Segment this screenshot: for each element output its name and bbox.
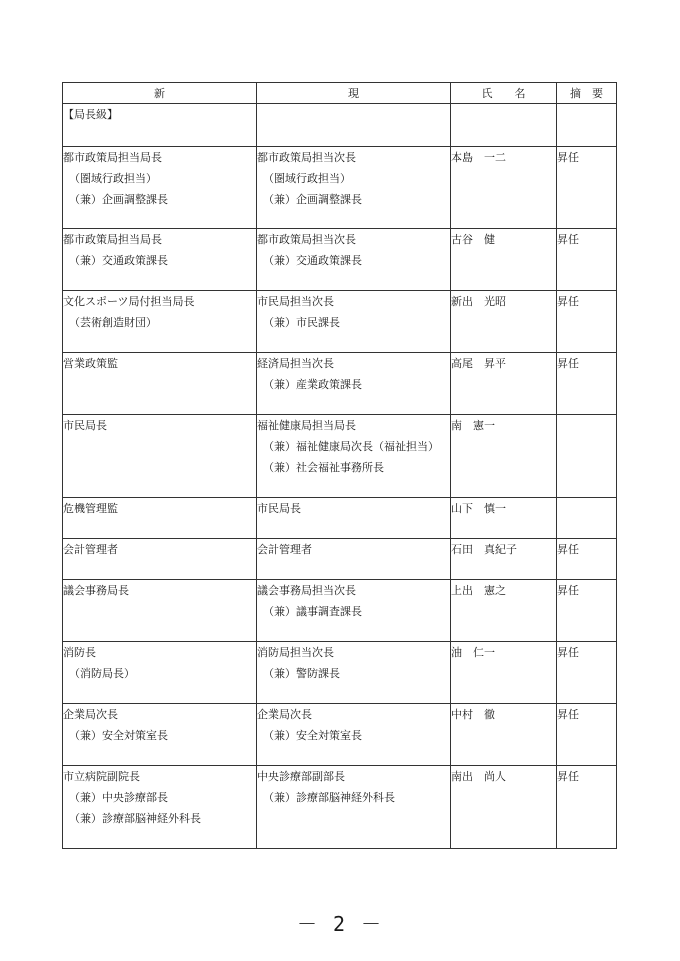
table-row: [63, 704, 617, 766]
current-position-line: 市民局担当次長: [257, 295, 334, 308]
new-position-line: 営業政策監: [63, 357, 118, 370]
new-position-line: （兼）診療部脳神経外科長: [69, 812, 201, 825]
person-name: 本島 一二: [451, 151, 506, 164]
current-position-line: 市民局長: [257, 502, 301, 515]
person-name: 油 仁一: [451, 646, 495, 659]
current-position-line: 会計管理者: [257, 543, 312, 556]
new-position: [63, 229, 257, 291]
new-position-line: 会計管理者: [63, 543, 118, 556]
new-position-line: 危機管理監: [63, 502, 118, 515]
section-label: 【局長級】: [63, 108, 118, 121]
summary-note: 昇任: [557, 151, 579, 164]
new-position: [63, 291, 257, 353]
table-row: [63, 766, 617, 849]
person-name: 南出 尚人: [451, 770, 506, 783]
page-number: － 2 －: [296, 912, 384, 936]
new-position: [63, 766, 257, 849]
new-position: [63, 539, 257, 580]
person-name: 中村 徹: [451, 708, 495, 721]
new-position-line: （芸術創造財団）: [69, 316, 157, 329]
person-name: 高尾 昇平: [451, 357, 506, 370]
table-row: [63, 539, 617, 580]
current-position-line: （兼）議事調査課長: [263, 605, 362, 618]
new-position-line: （兼）交通政策課長: [69, 254, 168, 267]
current-position-line: 経済局担当次長: [257, 357, 334, 370]
header-row: [63, 83, 617, 104]
header-summary: 摘 要: [557, 83, 617, 104]
summary-note: 昇任: [557, 543, 579, 556]
current-position: [257, 353, 451, 415]
new-position-line: 都市政策局担当局長: [63, 151, 162, 164]
new-position-line: 都市政策局担当局長: [63, 233, 162, 246]
current-position-line: （兼）市民課長: [263, 316, 340, 329]
current-position: [257, 766, 451, 849]
new-position: [63, 147, 257, 229]
summary-note: 昇任: [557, 584, 579, 597]
new-position-line: （兼）企画調整課長: [69, 193, 168, 206]
current-position-line: 福祉健康局担当局長: [257, 419, 356, 432]
new-position: [63, 498, 257, 539]
table-row: [63, 415, 617, 498]
new-position-line: 市民局長: [63, 419, 107, 432]
new-position: [63, 642, 257, 704]
person-name: 新出 光昭: [451, 295, 506, 308]
current-position: [257, 704, 451, 766]
table-row: [63, 642, 617, 704]
current-position-line: （兼）社会福祉事務所長: [263, 461, 384, 474]
new-position: [63, 353, 257, 415]
current-position: [257, 229, 451, 291]
person-name: 石田 真紀子: [451, 543, 517, 556]
header-name: 氏 名: [451, 83, 557, 104]
table-row: [63, 498, 617, 539]
header-current: 現: [257, 83, 451, 104]
header-new: 新: [63, 83, 257, 104]
current-position: [257, 539, 451, 580]
table-row: [63, 580, 617, 642]
new-position-line: 消防長: [63, 646, 96, 659]
person-name: 山下 慎一: [451, 502, 506, 515]
current-position-line: （兼）産業政策課長: [263, 378, 362, 391]
new-position-line: 企業局次長: [63, 708, 118, 721]
table-row: [63, 291, 617, 353]
current-position-line: 企業局次長: [257, 708, 312, 721]
summary-note: 昇任: [557, 770, 579, 783]
current-position: [257, 642, 451, 704]
current-position-line: 都市政策局担当次長: [257, 233, 356, 246]
current-position-line: （兼）福祉健康局次長（福祉担当）: [263, 440, 439, 453]
summary-note: 昇任: [557, 295, 579, 308]
person-name: 上出 憲之: [451, 584, 506, 597]
personnel-table: [62, 82, 617, 849]
current-position-line: （兼）交通政策課長: [263, 254, 362, 267]
new-position-line: （消防局長）: [69, 667, 135, 680]
current-position: [257, 580, 451, 642]
current-position-line: （兼）企画調整課長: [263, 193, 362, 206]
new-position-line: 議会事務局長: [63, 584, 129, 597]
person-name: 古谷 健: [451, 233, 495, 246]
current-position-line: （兼）診療部脳神経外科長: [263, 791, 395, 804]
table-row: [63, 353, 617, 415]
current-position-line: 消防局担当次長: [257, 646, 334, 659]
person-name: 南 憲一: [451, 419, 495, 432]
current-position-line: （兼）警防課長: [263, 667, 340, 680]
new-position-line: 市立病院副院長: [63, 770, 140, 783]
current-position-line: （圏域行政担当）: [263, 172, 351, 185]
current-position: [257, 498, 451, 539]
section-row: [63, 104, 617, 147]
current-position: [257, 415, 451, 498]
table-row: [63, 229, 617, 291]
new-position: [63, 704, 257, 766]
summary-note: 昇任: [557, 233, 579, 246]
new-position: [63, 580, 257, 642]
current-position-line: （兼）安全対策室長: [263, 729, 362, 742]
new-position-line: （兼）中央診療部長: [69, 791, 168, 804]
table-row: [63, 147, 617, 229]
current-position-line: 中央診療部副部長: [257, 770, 345, 783]
summary-note: 昇任: [557, 357, 579, 370]
current-position: [257, 291, 451, 353]
current-position-line: 都市政策局担当次長: [257, 151, 356, 164]
new-position: [63, 415, 257, 498]
summary-note: 昇任: [557, 708, 579, 721]
new-position-line: 文化スポーツ局付担当局長: [63, 295, 195, 308]
summary-note: 昇任: [557, 646, 579, 659]
new-position-line: （兼）安全対策室長: [69, 729, 168, 742]
current-position: [257, 147, 451, 229]
new-position-line: （圏域行政担当）: [69, 172, 157, 185]
current-position-line: 議会事務局担当次長: [257, 584, 356, 597]
